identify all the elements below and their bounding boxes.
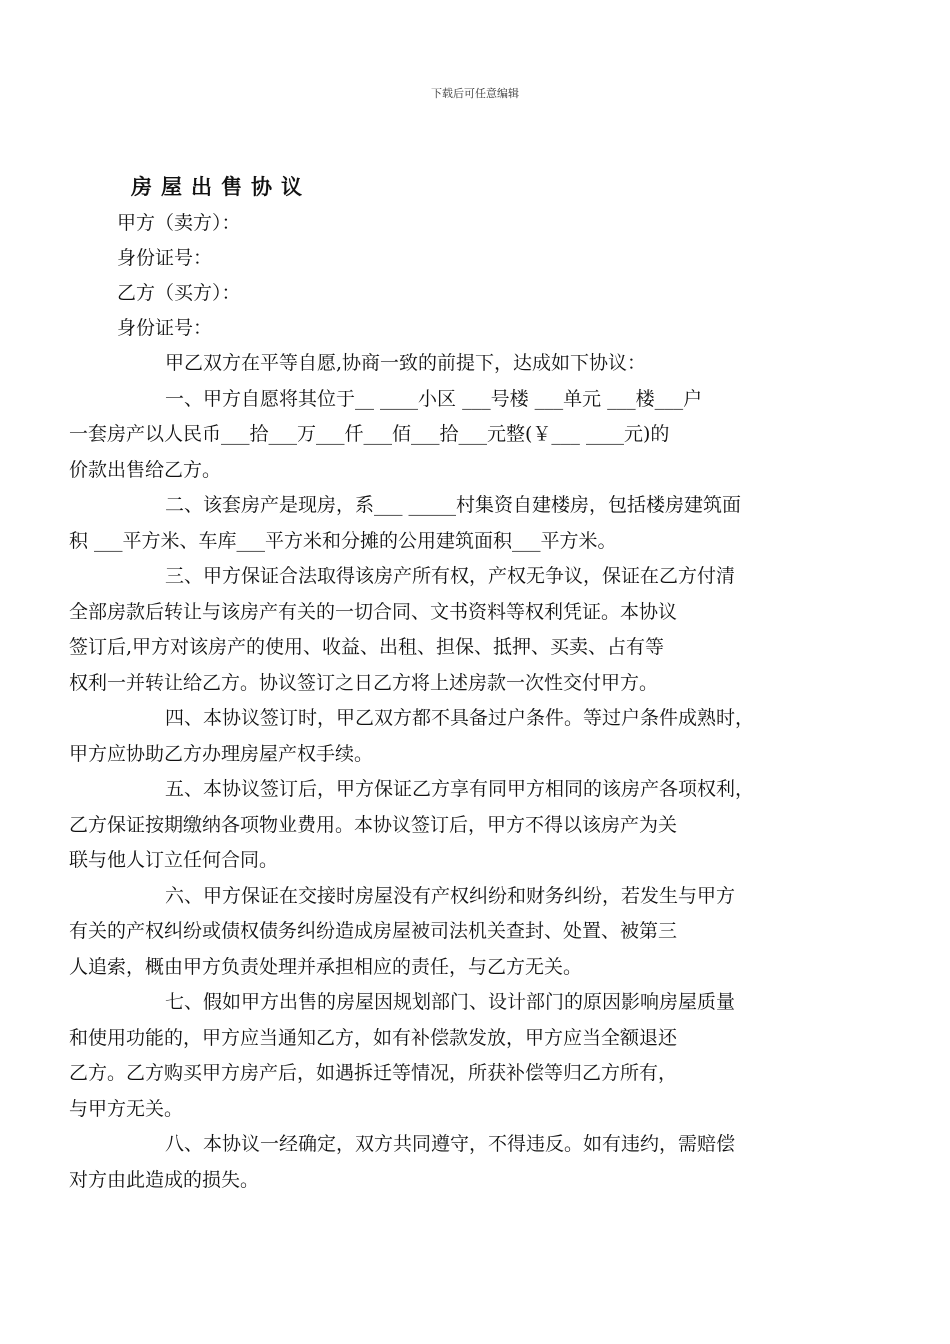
clause-line: 与甲方无关。 xyxy=(69,1097,184,1120)
party-b-id-label: 身份证号： xyxy=(117,317,213,339)
document-body xyxy=(69,172,841,1198)
clause-line: 八、本协议一经确定，双方共同遵守，不得违反。如有违约，需赔偿 xyxy=(165,1133,736,1155)
clause-paragraph xyxy=(117,346,841,382)
clause-line: 四、本协议签订时，甲乙双方都不具备过户条件。等过户条件成熟时， xyxy=(165,707,755,729)
clause-paragraph xyxy=(69,985,841,1127)
clause-line: 权利一并转让给乙方。协议签订之日乙方将上述房款一次性交付甲方。 xyxy=(69,671,659,694)
clause-line: 一、甲方自愿将其位于__ ____小区 ___号楼 ___单元 ___楼___户 xyxy=(165,387,703,410)
clause-paragraph xyxy=(69,559,841,701)
clause-line: 乙方保证按期缴纳各项物业费用。本协议签订后，甲方不得以该房产为关 xyxy=(69,813,678,836)
clause-paragraph xyxy=(69,701,841,772)
party-b-label: 乙方（买方）： xyxy=(117,282,241,304)
clause-paragraph xyxy=(69,772,841,879)
clause-line: 乙方。乙方购买甲方房产后，如遇拆迁等情况，所获补偿等归乙方所有， xyxy=(69,1062,678,1084)
clause-line: 六、甲方保证在交接时房屋没有产权纠纷和财务纠纷，若发生与甲方 xyxy=(165,884,736,907)
clause-line: 五、本协议签订后，甲方保证乙方享有同甲方相同的该房产各项权利， xyxy=(165,778,755,800)
document-title: 房屋出售协议 xyxy=(131,175,311,199)
clause-paragraph xyxy=(69,1127,841,1198)
clause-line: 甲方应协助乙方办理房屋产权手续。 xyxy=(69,742,374,765)
clause-line: 联与他人订立任何合同。 xyxy=(69,849,279,871)
clause-line: 积 ___平方米、车库___平方米和分摊的公用建筑面积___平方米。 xyxy=(69,529,617,552)
clause-line: 甲乙双方在平等自愿,协商一致的前提下，达成如下协议： xyxy=(165,352,647,374)
clause-line: 价款出售给乙方。 xyxy=(69,458,222,481)
clause-line: 人追索，概由甲方负责处理并承担相应的责任，与乙方无关。 xyxy=(69,955,583,978)
clause-line: 二、该套房产是现房，系___ _____村集资自建楼房，包括楼房建筑面 xyxy=(165,494,742,516)
party-a-id-label: 身份证号： xyxy=(117,247,213,269)
party-a-label: 甲方（卖方）： xyxy=(117,212,241,234)
clause-line: 全部房款后转让与该房产有关的一切合同、文书资料等权利凭证。本协议 xyxy=(69,600,678,623)
clause-line: 签订后,甲方对该房产的使用、收益、出租、担保、抵押、买卖、占有等 xyxy=(69,636,665,658)
clause-paragraph xyxy=(69,879,841,986)
clause-line: 三、甲方保证合法取得该房产所有权，产权无争议，保证在乙方付清 xyxy=(165,565,736,587)
clauses xyxy=(69,346,841,1198)
clause-line: 有关的产权纠纷或债权债务纠纷造成房屋被司法机关查封、处置、被第三 xyxy=(69,920,678,942)
page-header: 下载后可任意编辑 xyxy=(431,87,519,100)
clause-line: 和使用功能的，甲方应当通知乙方，如有补偿款发放，甲方应当全额退还 xyxy=(69,1026,678,1049)
clause-line: 一套房产以人民币___拾___万___仟___佰___拾___元整(￥___ ____元)的 xyxy=(69,423,670,445)
clause-paragraph xyxy=(69,382,841,489)
clause-line: 对方由此造成的损失。 xyxy=(69,1168,260,1191)
clause-line: 七、假如甲方出售的房屋因规划部门、设计部门的原因影响房屋质量 xyxy=(165,991,736,1013)
clause-paragraph xyxy=(69,488,841,559)
